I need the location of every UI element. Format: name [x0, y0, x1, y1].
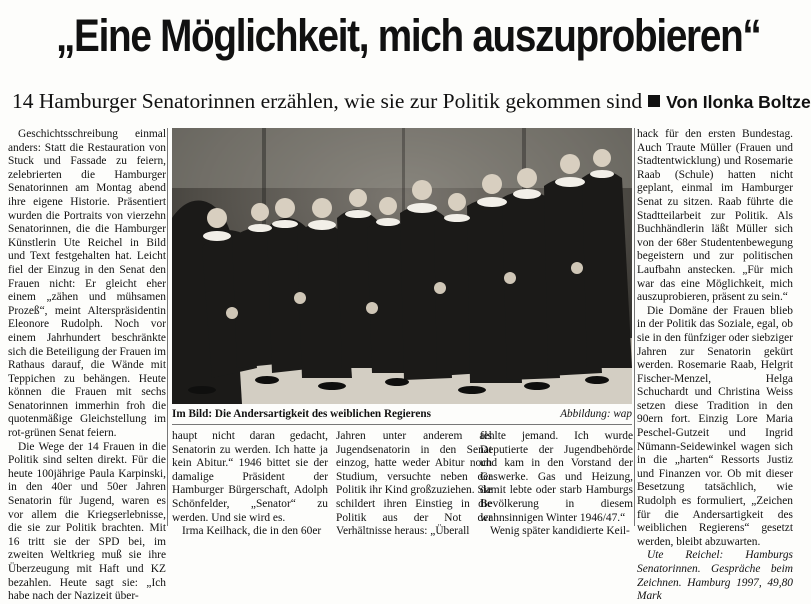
article-column-5: [637, 128, 793, 603]
paragraph: Geschichtsschreibung einmal anders: Statt die Restauration von Stuck und Fassade zu feiern, zelebrierten die Hamburger Senatorinnen am Montag abend ihre eigene Historie. Präsentiert wurden die Portraits von vierzehn Senatorinnen, die die Hamburger Künstlerin Ute Reichel in Bild und Text festgehalten hat. Leicht fiel der Einzug in den Senat den Frauen nicht: Er gleicht eher einem „zähen und mühsamen Prozeß“, meint Alterspräsidentin Eleonore Rudolph. Noch vor einem Jahrhundert beschränkte sich die Beteiligung der Frauen im Rathaus darauf, die Wände mit Teppichen zu behängen. Heute können die Frauen mit sechs Senatorinnen immerhin froh die quotenmäßige Gleichstellung im rot-grünen Senat feiern.: [8, 128, 166, 440]
photo-credit: Abbildung: wap: [560, 408, 632, 420]
paragraph: hack für den ersten Bundestag. Auch Traute Müller (Frauen und Stadtentwicklung) und Rosemarie Raab (Schule) hatten nicht geplant, einmal im Hamburger Senat zu sitzen. Raab führte die Stadtteilarbeit zur Politik. Als Buchhändlerin läßt Müller sich von der 68er Studentenbewegung begeistern und zur politischen Laufbahn anstecken. „Für mich war das eine Möglichkeit, mich auszuprobieren, präsent zu sein.“: [637, 128, 793, 304]
photo-caption: [172, 406, 632, 424]
paragraph: Jahren unter anderem als Jugendsenatorin in den Senat einzog, hatte weder Abitur noch Studium, versuchte neben der Politik ihr Kind großzuziehen. Sie schildert ihren Einstieg in die Politik aus der Not der Verhältnisse heraus: „Überall: [336, 430, 492, 538]
article-column-3: [336, 430, 492, 538]
caption-text: Im Bild: Die Andersartigkeit des weiblichen Regierens: [172, 408, 431, 420]
caption-divider: [172, 424, 632, 425]
subheadline: 14 Hamburger Senatorinnen erzählen, wie sie zur Politik gekommen sind: [12, 89, 643, 113]
square-bullet-icon: [648, 95, 660, 107]
paragraph: Wenig später kandidierte Keil-: [490, 525, 630, 538]
paragraph: haupt nicht daran gedacht, Senatorin zu werden. Ich hatte ja kein Abitur.“ 1946 bittet sie der damalige Präsident der Hamburger Bürgerschaft, Adolph Schönfelder, „Senator“ zu werden. Und sie wird es.: [172, 430, 328, 524]
painting-svg: [172, 128, 632, 404]
senatorinnen-group-painting: [172, 128, 632, 404]
headline: „Eine Möglichkeit, mich auszuprobieren“: [56, 10, 761, 61]
paragraph: Die Domäne der Frauen blieb in der Politik das Soziale, egal, ob sie in den fünfziger oder siebziger Jahren zur Senatorin gekürt werden. Rosemarie Raab, Helgrit Fischer-Menzel, Helga Schuchardt und Christina Weiss setzen diese Tradition in den 90ern fort. Einzig Lore Maria Peschel-Gutzeit und Ingrid Nümann-Seidewinkel wagen sich in die „harten“ Ressorts Justiz und Finanzen vor. Ob mit dieser Besetzung tatsächlich, wie Rudolph es formuliert, „Zeichen für die Andersartigkeit des weiblichen Regierens“ gesetzt werden, bleibt abzuwarten.: [637, 304, 793, 548]
column-divider: [634, 128, 635, 526]
author-byline: Von Ilonka Boltze: [666, 92, 811, 112]
article-column-1: [8, 128, 166, 603]
paragraph: Irma Keilhack, die in den 60er: [182, 525, 322, 538]
paragraph: Die Wege der 14 Frauen in die Politik sind selten direkt. Für die heute 100jährige Paula Karpinski, in den 40er und 50er Jahren Senatorin für Jugend, waren es vor allem die Kriegserlebnisse, die sie zur Politik brachten. Mit 16 tritt sie der SPD bei, im zweiten Weltkrieg muß sie ihre Überzeugung mit Haft und KZ bezahlen. Heute sagt sie: „Ich habe nach der Nazizeit über-: [8, 440, 166, 603]
book-credit: Ute Reichel: Hamburgs Senatorinnen. Gespräche beim Zeichnen. Hamburg 1997, 49,80 Mark: [637, 549, 793, 603]
column-divider: [167, 128, 168, 526]
paragraph: fehlte jemand. Ich wurde Deputierte der Jugendbehörde und kam in den Vorstand der Gaswerke. Gas und Heizung, damit lebte oder starb Hamburgs Bevölkerung in diesem wahnsinnigen Winter 1946/47.“: [480, 430, 633, 524]
article-column-4: [480, 430, 633, 538]
article-column-2: [172, 430, 328, 538]
subheadline-row: [12, 88, 811, 115]
